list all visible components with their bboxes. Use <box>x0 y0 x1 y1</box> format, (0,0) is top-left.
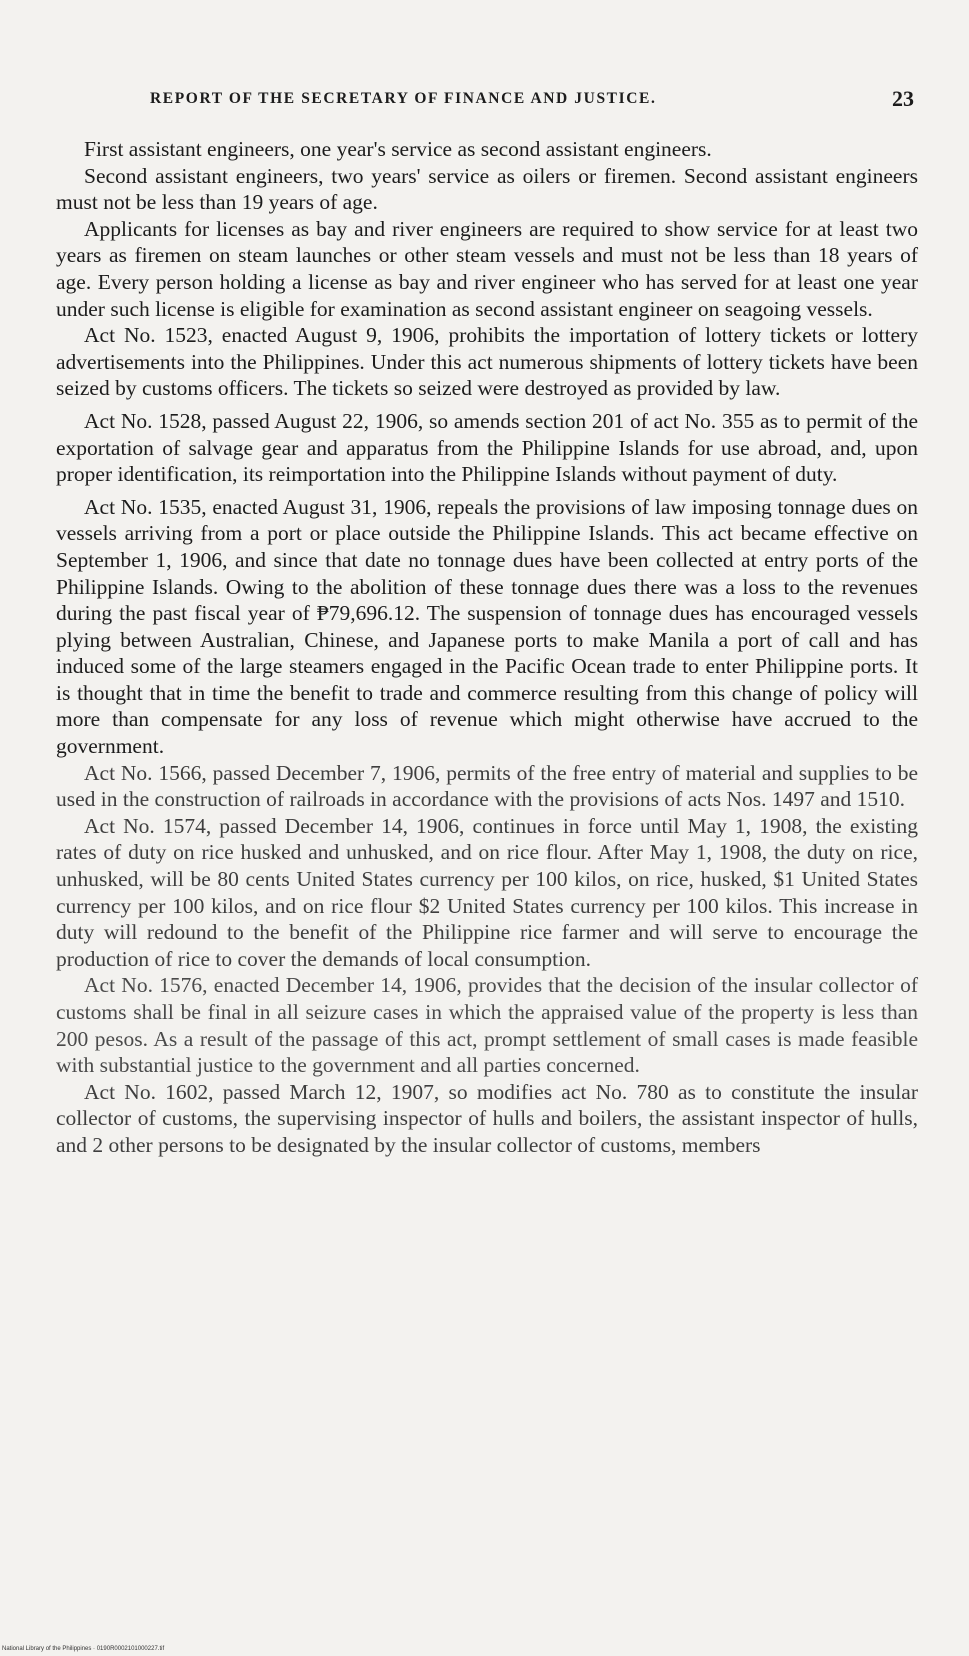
paragraph: Act No. 1574, passed December 14, 1906, continues in force until May 1, 1908, the existing rates of duty on rice husked and unhusked, and on rice flour. After May 1, 1908, the duty on rice, unhusked, will be 80 cents United States currency per 100 kilos, on rice, husked, $1 United States currency per 100 kilos, and on rice flour $2 United States currency per 100 kilos. This increase in duty will redound to the benefit of the Philippine rice farmer and will serve to encourage the production of rice to cover the demands of local consumption. <box>56 813 918 971</box>
running-head: REPORT OF THE SECRETARY OF FINANCE AND JUSTICE. <box>150 90 657 107</box>
page-header <box>150 88 920 118</box>
paragraph: Second assistant engineers, two years' service as oilers or firemen. Second assistant engineers must not be less than 19 years of age. <box>56 163 918 215</box>
paragraph: First assistant engineers, one year's service as second assistant engineers. <box>84 137 712 161</box>
paragraph: Act No. 1528, passed August 22, 1906, so amends section 201 of act No. 355 as to permit of the exportation of salvage gear and apparatus from the Philippine Islands for use abroad, and, upon proper identification, its reimportation into the Philippine Islands without payment of duty. <box>56 408 918 487</box>
paragraph: Act No. 1566, passed December 7, 1906, permits of the free entry of material and supplies to be used in the construction of railroads in accordance with the provisions of acts Nos. 1497 and 1510. <box>56 760 918 812</box>
paragraph: Act No. 1535, enacted August 31, 1906, repeals the provisions of law imposing tonnage dues on vessels arriving from a port or place outside the Philippine Islands. This act became effective on September 1, 1906, and since that date no tonnage dues have been collected at entry ports of the Philippine Islands. Owing to the abolition of these tonnage dues there was a loss to the revenues during the past fiscal year of ₱79,696.12. The suspension of tonnage dues has encouraged vessels plying between Australian, Chinese, and Japanese ports to make Manila a port of call and has induced some of the large steamers engaged in the Pacific Ocean trade to enter Philippine ports. It is thought that in time the benefit to trade and commerce resulting from this change of policy will more than compensate for any loss of revenue which might otherwise have accrued to the government. <box>56 494 918 759</box>
paragraph: Act No. 1576, enacted December 14, 1906, provides that the decision of the insular collector of customs shall be final in all seizure cases in which the appraised value of the property is less than 200 pesos. As a result of the passage of this act, prompt settlement of small cases is made feasible with substantial justice to the government and all parties concerned. <box>56 973 918 1078</box>
paragraph: Applicants for licenses as bay and river engineers are required to show service for at least two years as firemen on steam launches or other steam vessels and must not be less than 18 years of age. Every person holding a license as bay and river engineer who has served for at least one year under such license is eligible for examination as second assistant engineer on seagoing vessels. <box>56 216 918 321</box>
body-text <box>56 136 918 1159</box>
page-number: 23 <box>892 86 914 111</box>
paragraph: Act No. 1523, enacted August 9, 1906, prohibits the importation of lottery tickets or lottery advertisements into the Philippines. Under this act numerous shipments of lottery tickets have been seized by customs officers. The tickets so seized were destroyed as provided by law. <box>56 323 918 401</box>
paragraph: Act No. 1602, passed March 12, 1907, so modifies act No. 780 as to constitute the insular collector of customs, the supervising inspector of hulls and boilers, the assistant inspector of hulls, and 2 other persons to be designated by the insular collector of customs, members <box>56 1079 918 1157</box>
scan-footer-note: National Library of the Philippines · 0190R0002101000227.tif <box>2 1646 165 1652</box>
